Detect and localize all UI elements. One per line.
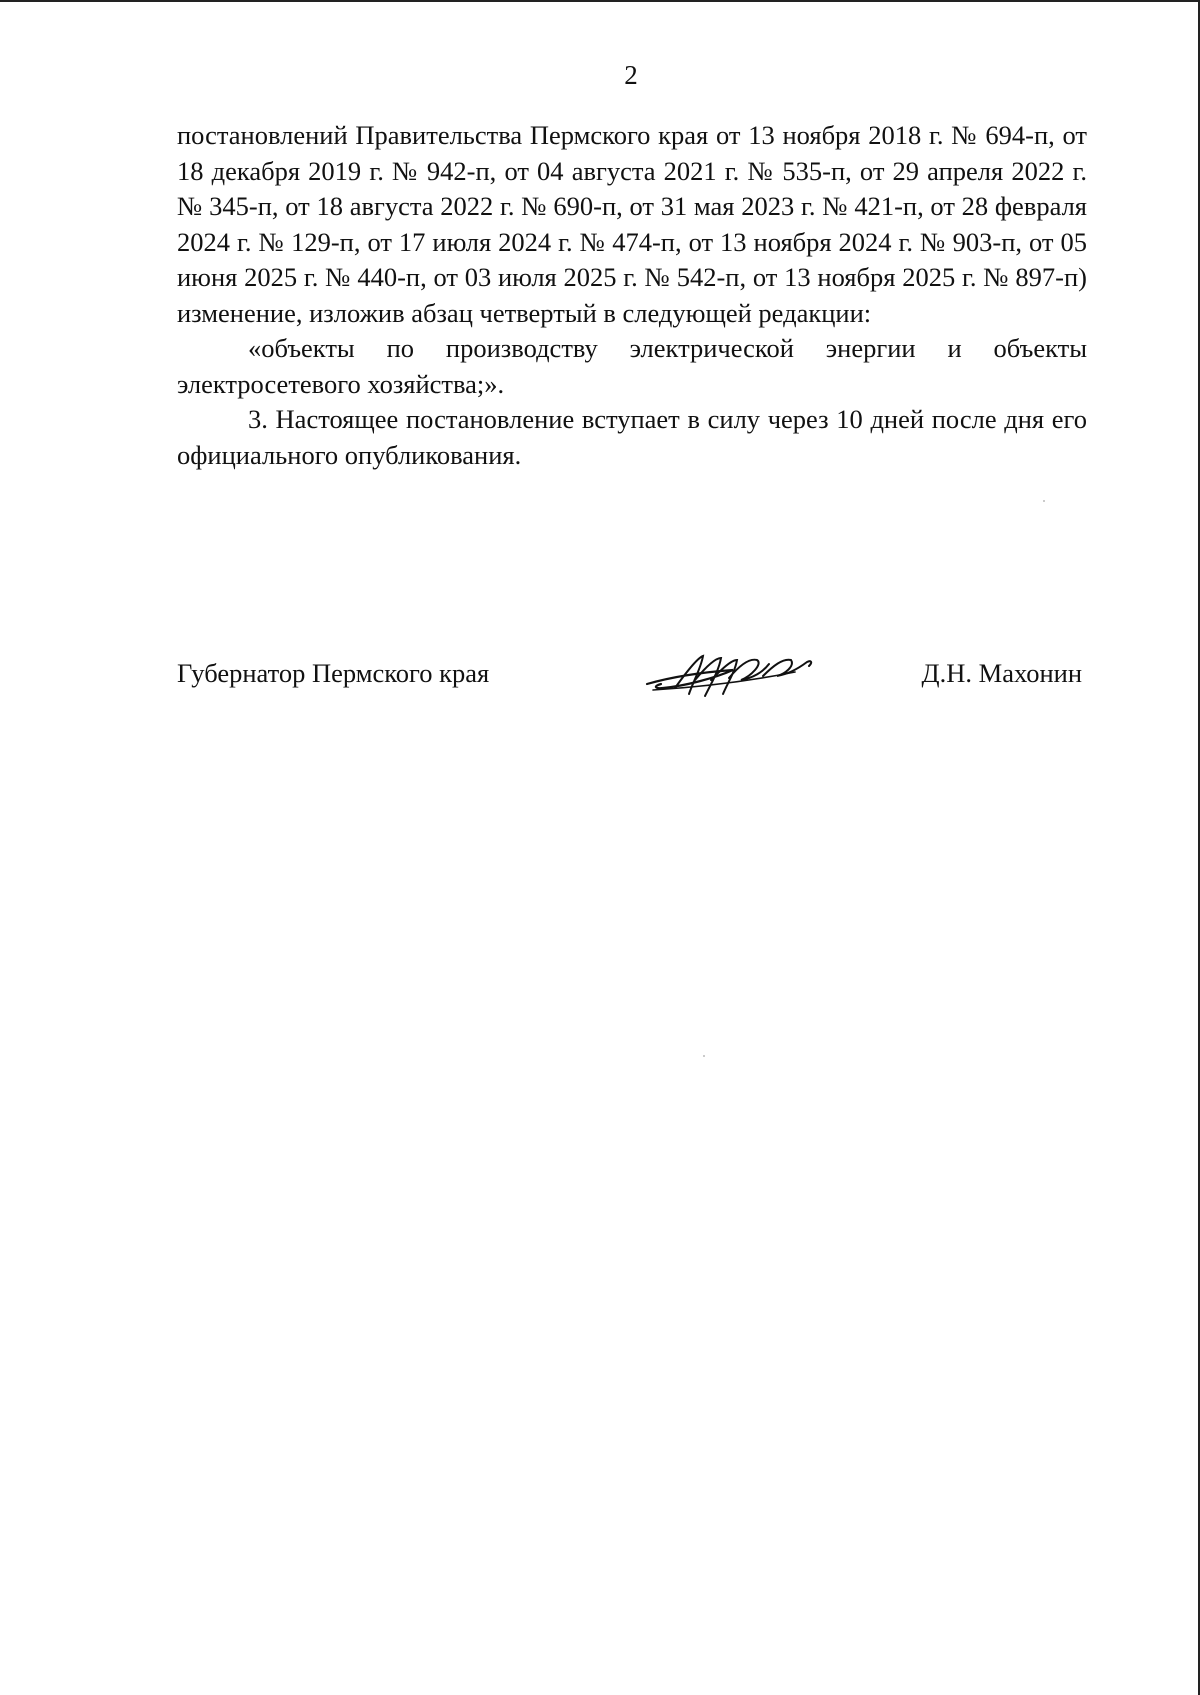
- signatory-name: Д.Н. Махонин: [921, 658, 1082, 688]
- quoted-text-line-1: «объекты по производству электрической энергии и объекты: [248, 333, 1087, 363]
- paragraph-amendment-list: постановлений Правительства Пермского края от 13 ноября 2018 г. № 694-п, от 18 декабря 2019 г. № 942-п, от 04 августа 2021 г. № 535-п, от 29 апреля 2022 г. № 345-п, от 18 августа 2022 г. № 690-п, от 31 мая 2023 г. № 421-п, от 28 февраля 2024 г. № 129-п, от 17 июля 2024 г. № 474-п, от 13 ноября 2024 г. № 903-п, от 05 июня 2025 г. № 440-п, от 03 июля 2025 г. № 542-п, от 13 ноября 2025 г. № 897-п) изменение, изложив абзац четвертый в следующей редакции:: [177, 120, 1087, 328]
- quoted-text-line-2: электросетевого хозяйства;».: [177, 368, 505, 399]
- scan-speck: [703, 1055, 705, 1057]
- document-body: [177, 118, 1087, 473]
- handwritten-signature: [645, 650, 817, 702]
- paragraph-quoted-text: [177, 331, 1087, 402]
- signature-block: [177, 650, 1082, 730]
- signatory-title: Губернатор Пермского края: [177, 658, 490, 688]
- scan-border-top: [0, 0, 1200, 2]
- page-number: 2: [624, 60, 638, 90]
- paragraph-effective-date: 3. Настоящее постановление вступает в силу через 10 дней после дня его официального опубликования.: [177, 404, 1087, 470]
- scan-speck: [1043, 500, 1045, 502]
